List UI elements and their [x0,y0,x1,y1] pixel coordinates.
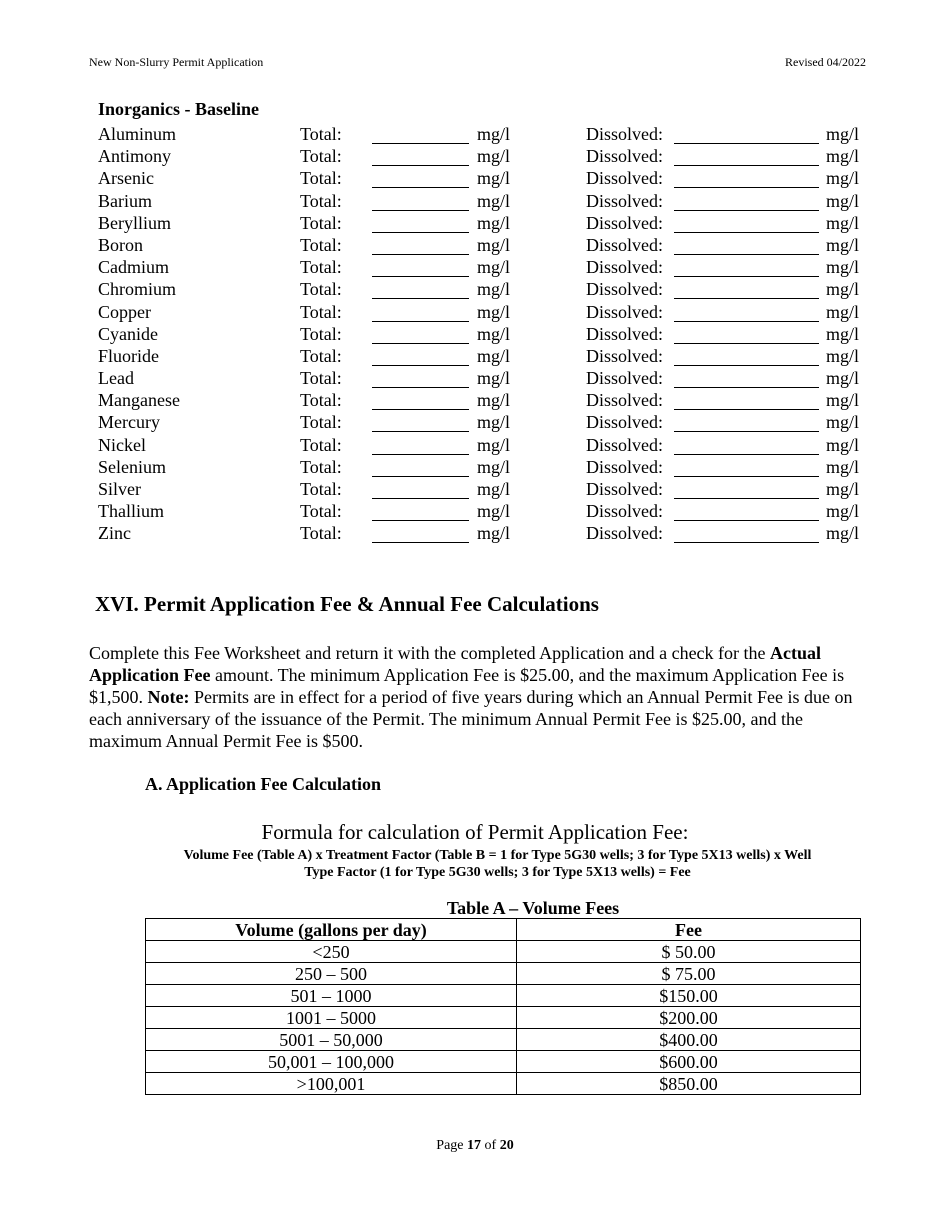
subsection-title: A. Application Fee Calculation [145,774,382,794]
total-value-field[interactable] [372,390,469,410]
formula-title: Formula for calculation of Permit Application Fee: [261,820,689,844]
dissolved-unit: mg/l [826,190,860,211]
fee-cell: $850.00 [517,1073,861,1095]
total-value-field[interactable] [372,235,469,255]
element-name: Aluminum [98,124,177,144]
inorganic-row [0,412,950,434]
total-unit: mg/l [477,390,511,411]
dissolved-value-field[interactable] [674,435,819,455]
total-label: Total: [300,279,342,300]
table-row [146,963,861,985]
dissolved-value-field[interactable] [674,302,819,322]
total-label: Total: [300,501,342,522]
dissolved-value-field[interactable] [674,279,819,299]
total-label: Total: [300,212,342,233]
total-value-field[interactable] [372,324,469,344]
total-unit: mg/l [477,412,511,433]
total-unit: mg/l [477,257,511,278]
total-value-field[interactable] [372,457,469,477]
dissolved-label: Dissolved: [586,323,664,344]
total-label: Total: [300,190,342,211]
column-header-volume: Volume (gallons per day) [146,919,517,941]
section-title: XVI. Permit Application Fee & Annual Fee Calculations [95,592,599,616]
dissolved-label: Dissolved: [586,234,664,255]
total-label: Total: [300,301,342,322]
inorganic-row [0,457,950,479]
total-unit: mg/l [477,279,511,300]
inorganic-row [0,235,950,257]
inorganic-row [0,479,950,501]
total-unit: mg/l [477,456,511,477]
total-value-field[interactable] [372,257,469,277]
inorganic-row [0,523,950,545]
inorganic-row [0,279,950,301]
element-name: Mercury [98,412,160,433]
dissolved-unit: mg/l [826,146,860,167]
element-name: Thallium [98,501,164,522]
dissolved-value-field[interactable] [674,213,819,233]
dissolved-unit: mg/l [826,345,860,366]
para-text-1: Complete this Fee Worksheet and return it with the completed Application and a check for the [89,643,771,663]
dissolved-value-field[interactable] [674,168,819,188]
element-name: Barium [98,190,152,211]
total-unit: mg/l [477,168,511,189]
para-bold-2: Note: [147,687,190,707]
total-value-field[interactable] [372,191,469,211]
total-value-field[interactable] [372,346,469,366]
total-label: Total: [300,146,342,167]
element-name: Beryllium [98,212,171,233]
page-total: 20 [499,1138,514,1153]
inorganic-row [0,346,950,368]
table-row [146,1073,861,1095]
dissolved-value-field[interactable] [674,124,819,144]
dissolved-unit: mg/l [826,523,860,544]
total-unit: mg/l [477,212,511,233]
total-unit: mg/l [477,434,511,455]
inorganic-row [0,324,950,346]
dissolved-label: Dissolved: [586,279,664,300]
table-header-row [146,919,861,941]
dissolved-label: Dissolved: [586,501,664,522]
element-name: Chromium [98,279,177,300]
table-row [146,1029,861,1051]
fee-cell: $400.00 [517,1029,861,1051]
dissolved-value-field[interactable] [674,523,819,543]
fee-cell: $ 75.00 [517,963,861,985]
dissolved-value-field[interactable] [674,457,819,477]
total-label: Total: [300,434,342,455]
dissolved-label: Dissolved: [586,190,664,211]
element-name: Zinc [98,523,131,544]
volume-cell: <250 [146,941,517,963]
element-name: Fluoride [98,345,159,366]
table-row [146,941,861,963]
dissolved-value-field[interactable] [674,346,819,366]
total-value-field[interactable] [372,501,469,521]
dissolved-value-field[interactable] [674,191,819,211]
dissolved-label: Dissolved: [586,257,664,278]
formula-body: Volume Fee (Table A) x Treatment Factor (Table B = 1 for Type 5G30 wells; 3 for Type 5X13 wells) x Well Type Factor (1 for Type 5G30 wells; 3 for Type 5X13 wells) = Fee [183,848,812,880]
inorganic-row [0,501,950,523]
dissolved-label: Dissolved: [586,168,664,189]
dissolved-value-field[interactable] [674,390,819,410]
element-name: Cyanide [98,323,158,344]
dissolved-label: Dissolved: [586,212,664,233]
dissolved-label: Dissolved: [586,456,664,477]
total-label: Total: [300,479,342,499]
inorganic-row [0,390,950,412]
total-label: Total: [300,323,342,344]
dissolved-value-field[interactable] [674,412,819,432]
dissolved-value-field[interactable] [674,501,819,521]
total-value-field[interactable] [372,146,469,166]
total-value-field[interactable] [372,523,469,543]
total-unit: mg/l [477,124,511,144]
dissolved-label: Dissolved: [586,523,664,544]
element-name: Copper [98,301,151,322]
fee-cell: $600.00 [517,1051,861,1073]
inorganic-row [0,124,950,146]
table-row [146,1007,861,1029]
inorganic-row [0,368,950,390]
total-label: Total: [300,168,342,189]
total-value-field[interactable] [372,124,469,144]
inorganic-row [0,257,950,279]
total-label: Total: [300,257,342,278]
element-name: Lead [98,368,134,389]
dissolved-unit: mg/l [826,168,860,189]
total-unit: mg/l [477,146,511,167]
total-value-field[interactable] [372,279,469,299]
dissolved-label: Dissolved: [586,124,664,144]
column-header-fee: Fee [517,919,861,941]
element-name: Silver [98,479,141,499]
total-label: Total: [300,345,342,366]
inorganics-list [0,124,950,546]
dissolved-unit: mg/l [826,479,860,499]
total-value-field[interactable] [372,479,469,499]
total-label: Total: [300,456,342,477]
fee-instructions-paragraph [89,642,869,752]
total-label: Total: [300,368,342,389]
header-revision: Revised 04/2022 [785,55,866,69]
fee-cell: $ 50.00 [517,941,861,963]
total-unit: mg/l [477,301,511,322]
total-value-field[interactable] [372,412,469,432]
inorganic-row [0,146,950,168]
dissolved-value-field[interactable] [674,146,819,166]
inorganic-row [0,168,950,190]
inorganic-row [0,302,950,324]
table-row [146,985,861,1007]
element-name: Cadmium [98,257,169,278]
table-row [146,1051,861,1073]
volume-cell: 1001 – 5000 [146,1007,517,1029]
element-name: Nickel [98,434,146,455]
total-value-field[interactable] [372,302,469,322]
volume-fees-table [145,918,861,1095]
page-of: of [484,1138,497,1153]
dissolved-unit: mg/l [826,456,860,477]
page-number: 17 [467,1138,482,1153]
dissolved-label: Dissolved: [586,368,664,389]
inorganics-title: Inorganics - Baseline [98,99,260,119]
dissolved-label: Dissolved: [586,434,664,455]
total-value-field[interactable] [372,368,469,388]
page-footer [0,1138,950,1154]
dissolved-label: Dissolved: [586,345,664,366]
volume-cell: >100,001 [146,1073,517,1095]
dissolved-unit: mg/l [826,501,860,522]
dissolved-label: Dissolved: [586,412,664,433]
volume-cell: 250 – 500 [146,963,517,985]
total-unit: mg/l [477,323,511,344]
total-unit: mg/l [477,523,511,544]
inorganic-row [0,191,950,213]
volume-cell: 501 – 1000 [146,985,517,1007]
fee-cell: $150.00 [517,985,861,1007]
total-unit: mg/l [477,190,511,211]
dissolved-label: Dissolved: [586,479,664,499]
total-unit: mg/l [477,234,511,255]
element-name: Manganese [98,390,180,411]
dissolved-value-field[interactable] [674,235,819,255]
dissolved-label: Dissolved: [586,301,664,322]
element-name: Antimony [98,146,172,167]
para-text-2: amount. The minimum Application Fee is $25.00, and the maximum Application Fee is $1,500. [89,665,845,707]
table-a-caption: Table A – Volume Fees [446,898,620,918]
total-label: Total: [300,124,342,144]
total-label: Total: [300,523,342,544]
header-title: New Non-Slurry Permit Application [89,55,264,69]
dissolved-unit: mg/l [826,301,860,322]
dissolved-unit: mg/l [826,434,860,455]
dissolved-label: Dissolved: [586,390,664,411]
para-bold-1: Actual Application Fee [89,643,822,685]
dissolved-unit: mg/l [826,390,860,411]
total-label: Total: [300,234,342,255]
dissolved-value-field[interactable] [674,479,819,499]
total-value-field[interactable] [372,168,469,188]
dissolved-unit: mg/l [826,234,860,255]
dissolved-unit: mg/l [826,212,860,233]
dissolved-value-field[interactable] [674,257,819,277]
total-unit: mg/l [477,501,511,522]
inorganic-row [0,213,950,235]
element-name: Boron [98,234,143,255]
fee-cell: $200.00 [517,1007,861,1029]
total-unit: mg/l [477,368,511,389]
dissolved-label: Dissolved: [586,146,664,167]
dissolved-unit: mg/l [826,279,860,300]
para-text-3: Permits are in effect for a period of five years during which an Annual Permit Fee is due on each anniversary of the issuance of the Permit. The minimum Annual Permit Fee is $25.00, and the maximum Annual Permit Fee is $500. [89,687,853,751]
total-unit: mg/l [477,345,511,366]
volume-cell: 50,001 – 100,000 [146,1051,517,1073]
dissolved-unit: mg/l [826,323,860,344]
element-name: Selenium [98,456,166,477]
dissolved-unit: mg/l [826,124,860,144]
dissolved-unit: mg/l [826,368,860,389]
total-unit: mg/l [477,479,511,499]
element-name: Arsenic [98,168,154,189]
total-label: Total: [300,412,342,433]
page-prefix: Page [436,1138,464,1153]
dissolved-unit: mg/l [826,412,860,433]
dissolved-unit: mg/l [826,257,860,278]
volume-cell: 5001 – 50,000 [146,1029,517,1051]
total-label: Total: [300,390,342,411]
dissolved-value-field[interactable] [674,368,819,388]
dissolved-value-field[interactable] [674,324,819,344]
total-value-field[interactable] [372,213,469,233]
inorganic-row [0,435,950,457]
total-value-field[interactable] [372,435,469,455]
